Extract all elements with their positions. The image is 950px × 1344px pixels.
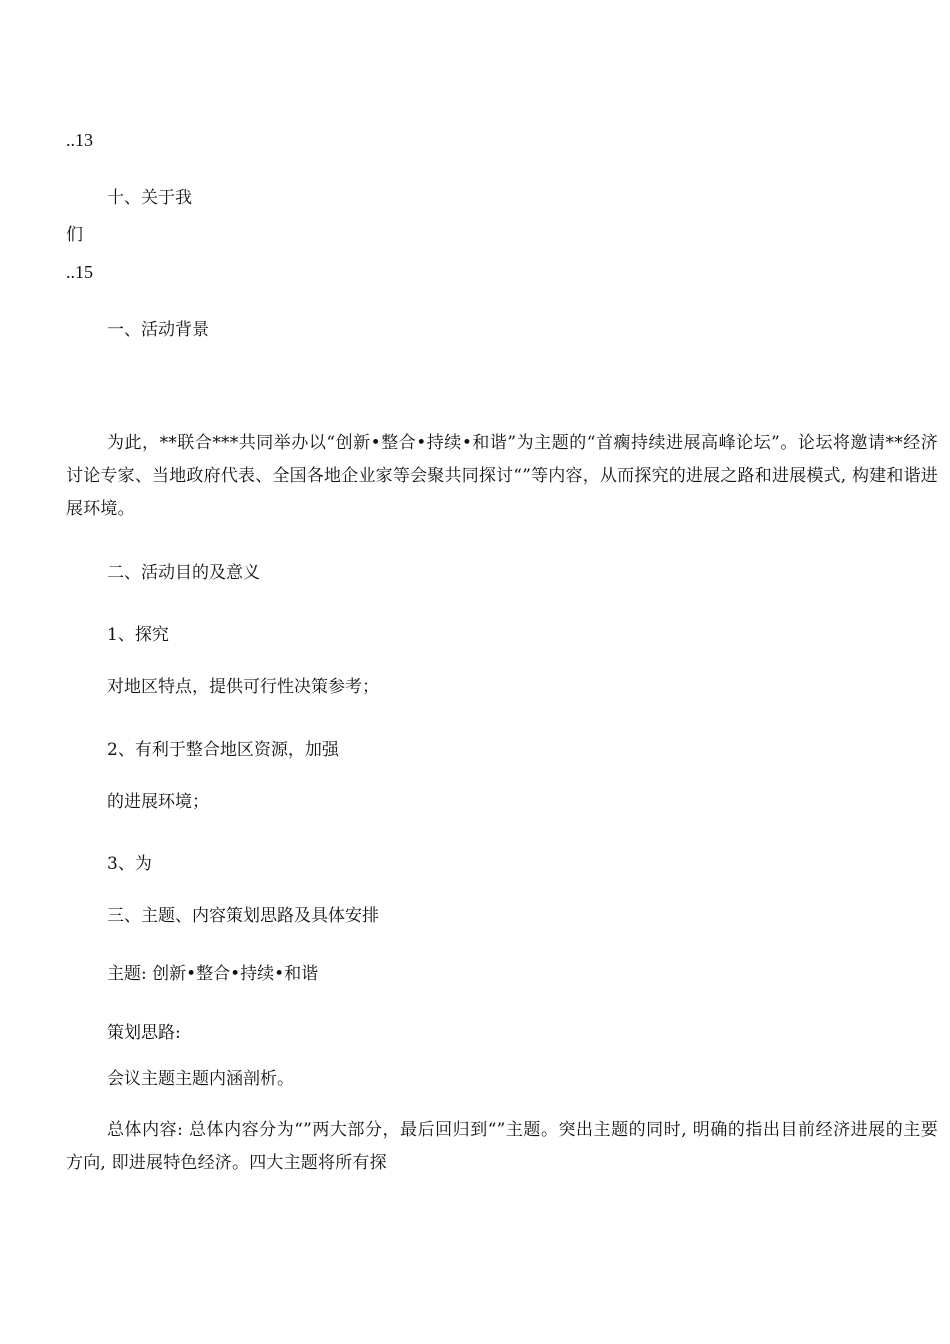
purpose-item-2: 2、有利于整合地区资源，加强 xyxy=(107,740,339,760)
purpose-item-2-cont: 的进展环境； xyxy=(107,792,209,812)
section-title-background: 一、活动背景 xyxy=(107,320,209,340)
overall-content-paragraph: 总体内容: 总体内容分为“”两大部分，最后回归到“”主题。突出主题的同时, 明确的指出目前经济进展的主要方向, 即进展特色经济。四大主题将所有探 xyxy=(66,1120,938,1173)
purpose-item-1-cont: 对地区特点，提供可行性决策参考； xyxy=(107,677,379,697)
toc-page-ref-15: ..15 xyxy=(66,262,93,282)
toc-page-ref-13: ..13 xyxy=(66,130,93,150)
theme-line: 主题: 创新•整合•持续•和谐 xyxy=(107,964,319,984)
section-title-theme-plan: 三、主题、内容策划思路及具体安排 xyxy=(107,906,379,926)
planning-label: 策划思路: xyxy=(107,1023,181,1043)
toc-item-about-us-cont: 们 xyxy=(66,225,83,245)
section-title-purpose: 二、活动目的及意义 xyxy=(107,563,260,583)
background-paragraph: 为此，**联合***共同举办以“创新•整合•持续•和谐”为主题的“首瘸持续进展高峰论坛”。论坛将邀请**经济讨论专家、当地政府代表、全国各地企业家等会聚共同探讨“”等内容，从而探究的进展之路和进展模式, 构建和谐进展环境。 xyxy=(66,433,938,519)
purpose-item-1: 1、探究 xyxy=(107,625,169,645)
toc-item-about-us: 十、关于我 xyxy=(107,188,192,208)
purpose-item-3: 3、为 xyxy=(107,854,152,874)
planning-content: 会议主题主题内涵剖析。 xyxy=(107,1069,294,1089)
